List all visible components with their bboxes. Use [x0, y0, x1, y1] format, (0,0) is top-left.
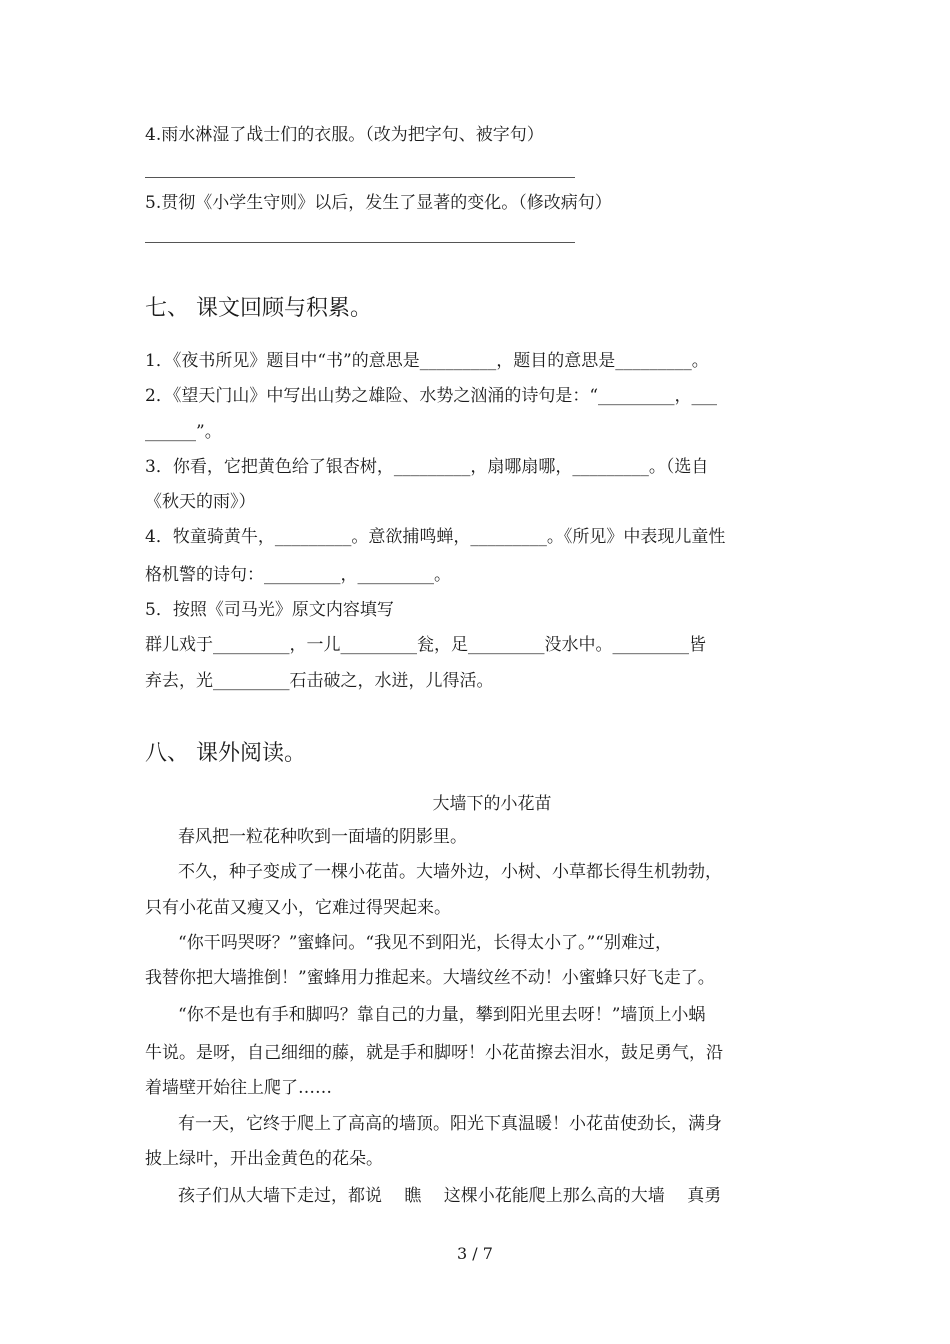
passage-line: 只有小花苗又瘦又小，它难过得哭起来。: [145, 898, 451, 918]
section-7-line: 弃去，光_________石击破之，水迸，儿得活。: [145, 671, 494, 691]
section-7-line: 《秋天的雨》）: [145, 492, 256, 512]
question-6-5: 5.贯彻《小学生守则》以后，发生了显著的变化。（修改病句）: [145, 193, 612, 213]
section-7-line: 3．你看，它把黄色给了银杏树，_________，扇哪扇哪，_________。（选自: [145, 457, 709, 477]
section-7-line: ______”。: [145, 422, 222, 442]
passage-line: 孩子们从大墙下走过，都说 瞧 这棵小花能爬上那么高的大墙 真勇: [178, 1186, 722, 1206]
passage-line: 有一天，它终于爬上了高高的墙顶。阳光下真温暖！小花苗使劲长，满身: [178, 1114, 722, 1134]
section-7-line: 格机警的诗句：_________，_________。: [145, 565, 451, 585]
section-7-line: 5．按照《司马光》原文内容填写: [145, 600, 394, 620]
passage-title: 大墙下的小花苗: [432, 794, 552, 814]
section-7-line: 群儿戏于_________，一儿_________瓮，足_________没水中。_________皆: [145, 635, 706, 655]
passage-line: 着墙壁开始往上爬了……: [145, 1078, 332, 1098]
passage-line: 牛说。是呀，自己细细的藤，就是手和脚呀！小花苗擦去泪水，鼓足勇气，沿: [145, 1043, 723, 1063]
passage-line: 我替你把大墙推倒！”蜜蜂用力推起来。大墙纹丝不动！小蜜蜂只好飞走了。: [145, 968, 715, 988]
passage-line: 披上绿叶，开出金黄色的花朵。: [145, 1149, 383, 1169]
passage-line: “你干吗哭呀？”蜜蜂问。“我见不到阳光，长得太小了。”“别难过，: [178, 933, 672, 953]
passage-line: “你不是也有手和脚吗？靠自己的力量，攀到阳光里去呀！”墙顶上小蜗: [178, 1005, 706, 1025]
question-6-4: 4.雨水淋湿了战士们的衣服。（改为把字句、被字句）: [145, 125, 544, 145]
page-number: 3 / 7: [457, 1244, 493, 1263]
section-7-line: 2．《望天门山》中写出山势之雄险、水势之汹涌的诗句是：“_________，___: [145, 386, 718, 406]
section-7-line: 4．牧童骑黄牛，_________。意欲捕鸣蝉，_________。《所见》中表现儿童性: [145, 527, 726, 547]
section-7-heading: 七、 课文回顾与积累。: [145, 296, 372, 321]
passage-line: 春风把一粒花种吹到一面墙的阴影里。: [178, 827, 467, 847]
answer-line: [145, 242, 575, 243]
section-8-heading: 八、 课外阅读。: [145, 741, 306, 766]
answer-line: [145, 177, 575, 178]
section-7-line: 1．《夜书所见》题目中“书”的意思是_________，题目的意思是_________。: [145, 351, 709, 371]
passage-line: 不久，种子变成了一棵小花苗。大墙外边，小树、小草都长得生机勃勃，: [178, 862, 722, 882]
